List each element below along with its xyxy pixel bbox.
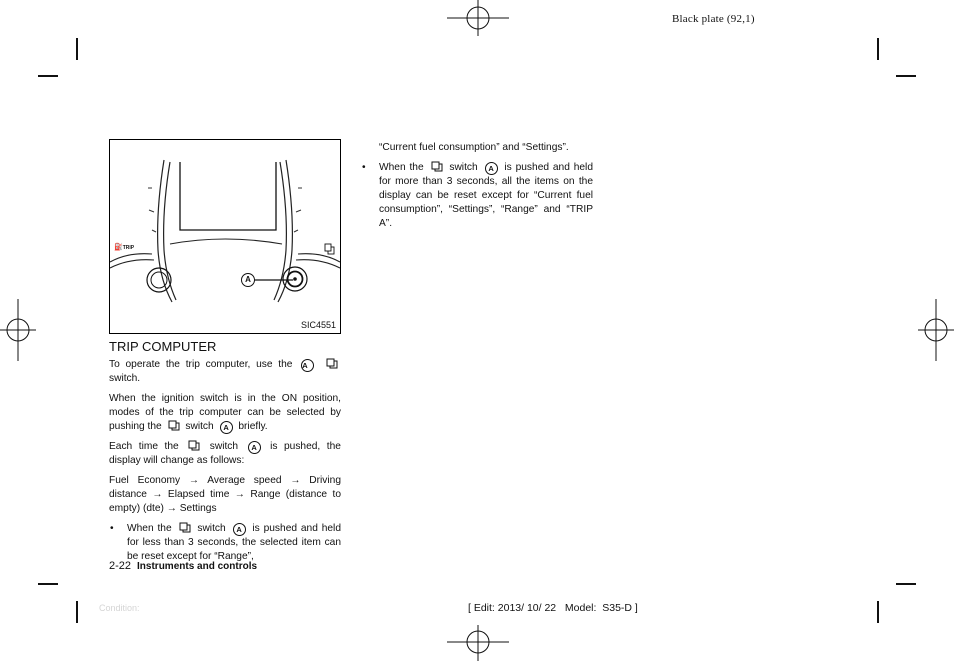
bullet-item: • When the switch A is pushed and held for more than 3 seconds, all the items on the display can be reset except for “Current fuel consumption”, “Settings”, “Range” and “TRIP A”. — [362, 162, 593, 229]
crop-mark — [896, 75, 916, 77]
condition-label: Condition: — [99, 603, 140, 613]
registration-mark-icon — [918, 299, 954, 361]
circled-a-icon: A — [233, 523, 246, 536]
paragraph: switch. — [109, 373, 141, 384]
switch-icon — [179, 522, 191, 533]
page-footer — [109, 560, 257, 572]
switch-icon — [188, 440, 200, 451]
crop-mark — [877, 38, 879, 60]
paragraph: Fuel Economy → Average speed → Driving distance → Elapsed time → Range (distance to empty) (dte) → Settings — [109, 475, 341, 514]
paragraph: “Current fuel consumption” and “Settings”. — [379, 142, 569, 153]
paragraph: When the ignition switch is in the ON position, modes of the trip computer can be selected by pushing the switch A briefly. — [109, 393, 341, 432]
circled-a-icon: A — [485, 162, 498, 175]
edit-info: [ Edit: 2013/ 10/ 22 Model: S35-D ] — [468, 602, 638, 614]
registration-mark-icon — [0, 299, 36, 361]
switch-icon — [326, 358, 338, 369]
crop-mark — [76, 601, 78, 623]
instrument-cluster-figure — [109, 139, 341, 334]
crop-mark — [896, 583, 916, 585]
registration-mark-icon — [447, 0, 509, 38]
switch-icon — [431, 161, 443, 172]
column-right — [361, 141, 593, 237]
bullet-item: • When the switch A is pushed and held for less than 3 seconds, the selected item can be reset except for “Range”, — [110, 523, 341, 562]
switch-icon — [168, 420, 180, 431]
page-number: 2-22 — [109, 560, 132, 572]
trip-label: ⛽TRIP — [114, 244, 135, 251]
crop-mark — [38, 583, 58, 585]
crop-mark — [877, 601, 879, 623]
plate-label: Black plate (92,1) — [672, 13, 755, 25]
column-left — [109, 358, 341, 570]
section-title: TRIP COMPUTER — [109, 339, 217, 354]
circled-a-icon: A — [241, 273, 255, 287]
registration-mark-icon — [447, 623, 509, 661]
paragraph: To operate the trip computer, use the A — [109, 358, 341, 372]
circled-a-icon: A — [248, 441, 261, 454]
crop-mark — [38, 75, 58, 77]
paragraph: Each time the switch A is pushed, the display will change as follows: — [109, 441, 341, 466]
section-name: Instruments and controls — [137, 561, 258, 572]
circled-a-icon: A — [301, 359, 314, 372]
crop-mark — [76, 38, 78, 60]
bullet-dot: • — [110, 523, 114, 534]
bullet-dot: • — [362, 162, 366, 173]
circled-a-icon: A — [220, 421, 233, 434]
figure-code: SIC4551 — [300, 320, 336, 330]
cluster-illustration — [110, 140, 340, 333]
